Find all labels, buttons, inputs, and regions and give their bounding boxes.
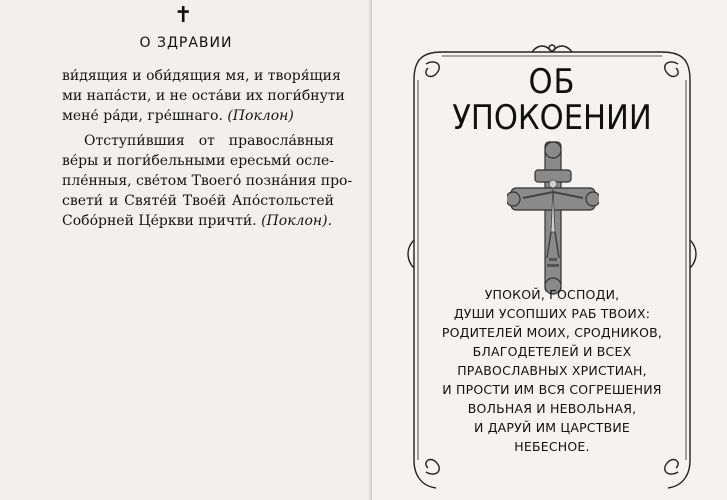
text-line: ви́дящия и оби́дящия мя, и творя́щия: [62, 68, 341, 84]
prayer-text: [402, 285, 702, 456]
prayer-line: РОДИТЕЛЕЙ МОИХ, СРОДНИКОВ,: [441, 325, 663, 340]
title-line-2: УПОКОЕНИИ: [452, 98, 652, 138]
text-line: мене́ ра́ди, гре́шнаго.: [62, 108, 223, 124]
prayer-line: УПОКОЙ, ГОСПОДИ,: [484, 287, 620, 302]
text-line: пле́нныя, све́том Твоего́ позна́ния про-: [62, 173, 353, 189]
text-line: ми напа́сти, и не оста́ви их поги́бнути: [62, 88, 345, 104]
paragraph-2: [62, 131, 353, 231]
text-line: ве́ры и поги́бельными ересьми́ осле-: [62, 153, 334, 169]
prayer-line: БЛАГОДЕТЕЛЕЙ И ВСЕХ: [472, 344, 632, 359]
prayer-line: И ПРОСТИ ИМ ВСЯ СОГРЕШЕНИЯ: [442, 382, 662, 397]
text-line: Собо́рней Це́ркви причти́.: [62, 213, 257, 229]
page-heading: О ЗДРАВИИ: [139, 35, 233, 51]
bow-note: (Поклон).: [261, 213, 333, 229]
crucifix-icon: [507, 140, 599, 295]
title-line-1: ОБ: [528, 62, 576, 102]
prayer-line: ВОЛЬНАЯ И НЕВОЛЬНАЯ,: [467, 401, 637, 416]
text-line: свети́ и Святе́й Твое́й Апо́стольстей: [62, 193, 334, 209]
paragraph-1: [62, 66, 345, 126]
right-page: [372, 0, 727, 500]
prayer-line: И ДАРУЙ ИМ ЦАРСТВИЕ: [473, 420, 630, 435]
bow-note: (Поклон): [227, 108, 294, 124]
prayer-line: ДУШИ УСОПШИХ РАБ ТВОИХ:: [453, 306, 651, 321]
prayer-line: НЕБЕСНОЕ.: [514, 439, 590, 454]
prayer-line: ПРАВОСЛАВНЫХ ХРИСТИАН,: [457, 363, 647, 378]
orthodox-cross-icon: ✝: [174, 3, 193, 28]
ornamental-frame: [402, 40, 702, 490]
text-line: Отступи́вшия от правосла́вныя: [84, 133, 334, 149]
